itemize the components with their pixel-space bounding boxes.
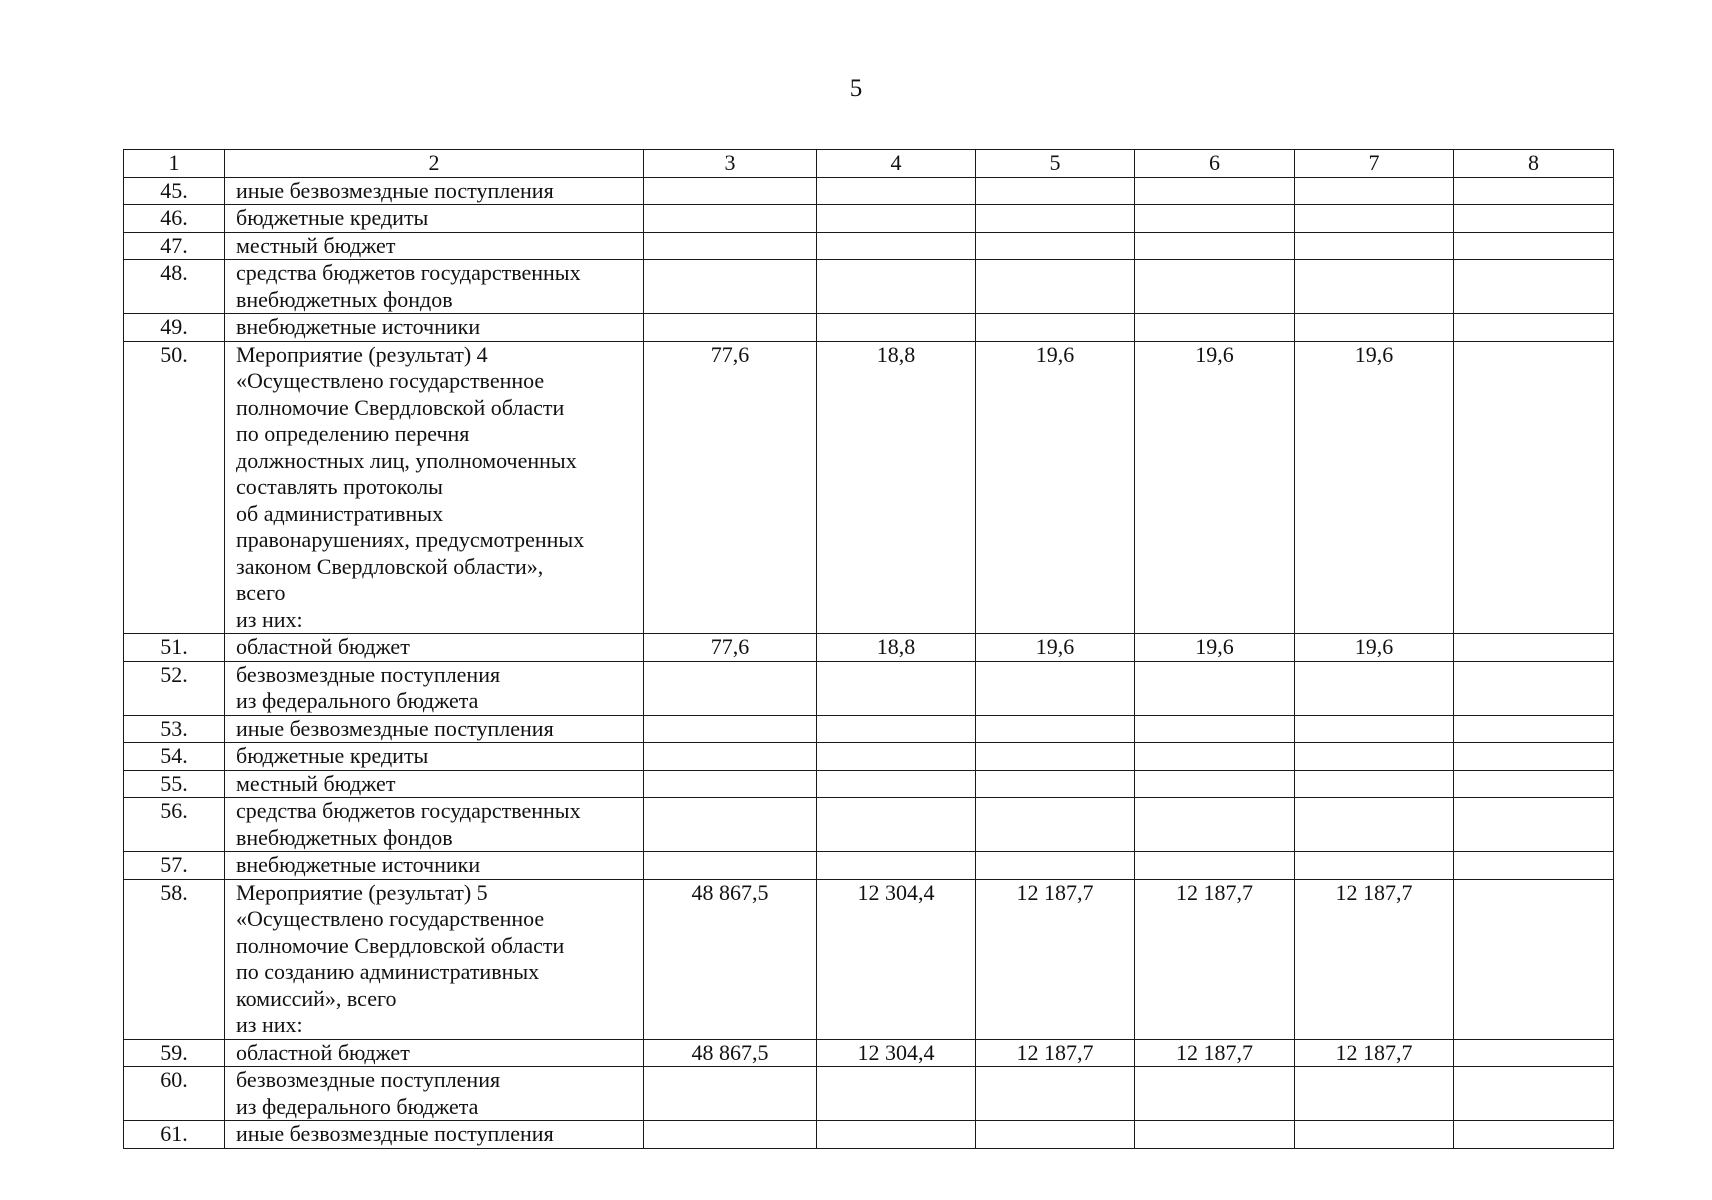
row-number: 56. [124, 798, 225, 852]
value-cell-col-3 [644, 798, 817, 852]
value-cell-col-7 [1295, 314, 1454, 342]
row-number: 45. [124, 177, 225, 205]
value-cell-col-7 [1295, 770, 1454, 798]
value-cell-col-7 [1295, 852, 1454, 880]
value-cell-col-3 [644, 177, 817, 205]
table-row [124, 743, 1614, 771]
row-number: 53. [124, 715, 225, 743]
value-cell-col-3: 77,6 [644, 341, 817, 634]
value-cell-col-7: 12 187,7 [1295, 1039, 1454, 1067]
value-cell-col-5 [976, 852, 1135, 880]
value-cell-col-8 [1454, 205, 1614, 233]
table-row [124, 634, 1614, 662]
value-cell-col-6: 12 187,7 [1135, 879, 1295, 1039]
value-cell-col-4 [817, 232, 976, 260]
value-cell-col-5: 12 187,7 [976, 879, 1135, 1039]
value-cell-col-6 [1135, 1067, 1295, 1121]
value-cell-col-5 [976, 177, 1135, 205]
row-number: 60. [124, 1067, 225, 1121]
table-row [124, 232, 1614, 260]
value-cell-col-6 [1135, 314, 1295, 342]
row-name: областной бюджет [225, 634, 644, 662]
column-header-5: 5 [976, 150, 1135, 178]
value-cell-col-4 [817, 260, 976, 314]
value-cell-col-4: 18,8 [817, 341, 976, 634]
value-cell-col-8 [1454, 177, 1614, 205]
value-cell-col-4: 12 304,4 [817, 1039, 976, 1067]
row-name: безвозмездные поступления из федерального бюджета [225, 1067, 644, 1121]
table-row [124, 1067, 1614, 1121]
row-name: местный бюджет [225, 232, 644, 260]
value-cell-col-7 [1295, 1067, 1454, 1121]
value-cell-col-3 [644, 661, 817, 715]
value-cell-col-6 [1135, 852, 1295, 880]
value-cell-col-6 [1135, 743, 1295, 771]
value-cell-col-3 [644, 715, 817, 743]
value-cell-col-5: 19,6 [976, 634, 1135, 662]
value-cell-col-3 [644, 852, 817, 880]
value-cell-col-5 [976, 260, 1135, 314]
page-number: 5 [849, 75, 863, 102]
table-row [124, 1121, 1614, 1149]
value-cell-col-5 [976, 798, 1135, 852]
column-header-7: 7 [1295, 150, 1454, 178]
value-cell-col-3 [644, 770, 817, 798]
value-cell-col-6: 19,6 [1135, 634, 1295, 662]
row-name: средства бюджетов государственных внебюджетных фондов [225, 260, 644, 314]
table-row [124, 341, 1614, 634]
row-number: 46. [124, 205, 225, 233]
value-cell-col-8 [1454, 661, 1614, 715]
value-cell-col-6 [1135, 177, 1295, 205]
value-cell-col-8 [1454, 879, 1614, 1039]
value-cell-col-6 [1135, 205, 1295, 233]
value-cell-col-8 [1454, 798, 1614, 852]
value-cell-col-4 [817, 770, 976, 798]
row-number: 48. [124, 260, 225, 314]
row-name: внебюджетные источники [225, 314, 644, 342]
table-row [124, 770, 1614, 798]
value-cell-col-7 [1295, 232, 1454, 260]
table-row [124, 879, 1614, 1039]
value-cell-col-7 [1295, 177, 1454, 205]
value-cell-col-8 [1454, 1039, 1614, 1067]
value-cell-col-5 [976, 743, 1135, 771]
value-cell-col-8 [1454, 1121, 1614, 1149]
table-row [124, 798, 1614, 852]
value-cell-col-8 [1454, 770, 1614, 798]
value-cell-col-6 [1135, 715, 1295, 743]
column-header-4: 4 [817, 150, 976, 178]
header-row [124, 150, 1614, 178]
value-cell-col-6 [1135, 1121, 1295, 1149]
value-cell-col-7: 12 187,7 [1295, 879, 1454, 1039]
row-name: иные безвозмездные поступления [225, 177, 644, 205]
value-cell-col-5 [976, 314, 1135, 342]
row-number: 50. [124, 341, 225, 634]
value-cell-col-8 [1454, 314, 1614, 342]
row-name: местный бюджет [225, 770, 644, 798]
row-number: 52. [124, 661, 225, 715]
table-row [124, 715, 1614, 743]
value-cell-col-3: 48 867,5 [644, 1039, 817, 1067]
column-header-2: 2 [225, 150, 644, 178]
table-row [124, 852, 1614, 880]
value-cell-col-4 [817, 314, 976, 342]
table-body [124, 177, 1614, 1148]
value-cell-col-6 [1135, 260, 1295, 314]
row-name: безвозмездные поступления из федерального бюджета [225, 661, 644, 715]
row-name: бюджетные кредиты [225, 743, 644, 771]
row-number: 49. [124, 314, 225, 342]
budget-table [123, 149, 1614, 1149]
value-cell-col-3 [644, 1121, 817, 1149]
value-cell-col-5 [976, 232, 1135, 260]
value-cell-col-6 [1135, 232, 1295, 260]
table-row [124, 661, 1614, 715]
value-cell-col-4 [817, 205, 976, 233]
value-cell-col-7: 19,6 [1295, 341, 1454, 634]
value-cell-col-4 [817, 661, 976, 715]
table-row [124, 314, 1614, 342]
value-cell-col-3 [644, 314, 817, 342]
value-cell-col-4 [817, 743, 976, 771]
row-number: 54. [124, 743, 225, 771]
value-cell-col-4 [817, 1067, 976, 1121]
column-header-8: 8 [1454, 150, 1614, 178]
value-cell-col-7 [1295, 661, 1454, 715]
value-cell-col-3 [644, 205, 817, 233]
row-number: 58. [124, 879, 225, 1039]
row-name: бюджетные кредиты [225, 205, 644, 233]
row-number: 55. [124, 770, 225, 798]
value-cell-col-8 [1454, 260, 1614, 314]
value-cell-col-7 [1295, 743, 1454, 771]
table-row [124, 260, 1614, 314]
row-name: областной бюджет [225, 1039, 644, 1067]
value-cell-col-8 [1454, 715, 1614, 743]
value-cell-col-8 [1454, 852, 1614, 880]
value-cell-col-3 [644, 260, 817, 314]
value-cell-col-5 [976, 1121, 1135, 1149]
value-cell-col-7: 19,6 [1295, 634, 1454, 662]
value-cell-col-4 [817, 177, 976, 205]
value-cell-col-6: 12 187,7 [1135, 1039, 1295, 1067]
column-header-6: 6 [1135, 150, 1295, 178]
value-cell-col-5 [976, 205, 1135, 233]
value-cell-col-3: 48 867,5 [644, 879, 817, 1039]
value-cell-col-4 [817, 715, 976, 743]
value-cell-col-3 [644, 1067, 817, 1121]
row-name: внебюджетные источники [225, 852, 644, 880]
value-cell-col-5 [976, 770, 1135, 798]
value-cell-col-4 [817, 798, 976, 852]
column-header-3: 3 [644, 150, 817, 178]
value-cell-col-4: 12 304,4 [817, 879, 976, 1039]
value-cell-col-5 [976, 715, 1135, 743]
value-cell-col-3 [644, 232, 817, 260]
value-cell-col-8 [1454, 232, 1614, 260]
value-cell-col-8 [1454, 341, 1614, 634]
row-number: 57. [124, 852, 225, 880]
column-header-1: 1 [124, 150, 225, 178]
row-name: средства бюджетов государственных внебюджетных фондов [225, 798, 644, 852]
row-name: иные безвозмездные поступления [225, 1121, 644, 1149]
row-name: Мероприятие (результат) 4 «Осуществлено государственное полномочие Свердловской области по определению перечня должностных лиц, уполномоченных составлять протоколы об административных правонарушениях, предусмотренных законом Свердловской области», всего из них: [225, 341, 644, 634]
value-cell-col-7 [1295, 715, 1454, 743]
table-header [124, 150, 1614, 178]
value-cell-col-7 [1295, 205, 1454, 233]
table-row [124, 177, 1614, 205]
value-cell-col-6 [1135, 798, 1295, 852]
value-cell-col-3: 77,6 [644, 634, 817, 662]
value-cell-col-8 [1454, 743, 1614, 771]
row-name: Мероприятие (результат) 5 «Осуществлено государственное полномочие Свердловской области по созданию административных комиссий», всего из них: [225, 879, 644, 1039]
value-cell-col-5 [976, 1067, 1135, 1121]
table-row [124, 205, 1614, 233]
value-cell-col-7 [1295, 798, 1454, 852]
value-cell-col-4: 18,8 [817, 634, 976, 662]
value-cell-col-4 [817, 852, 976, 880]
row-name: иные безвозмездные поступления [225, 715, 644, 743]
table-row [124, 1039, 1614, 1067]
value-cell-col-8 [1454, 1067, 1614, 1121]
value-cell-col-7 [1295, 260, 1454, 314]
row-number: 59. [124, 1039, 225, 1067]
row-number: 61. [124, 1121, 225, 1149]
row-number: 47. [124, 232, 225, 260]
value-cell-col-7 [1295, 1121, 1454, 1149]
value-cell-col-4 [817, 1121, 976, 1149]
value-cell-col-6: 19,6 [1135, 341, 1295, 634]
value-cell-col-5: 12 187,7 [976, 1039, 1135, 1067]
value-cell-col-6 [1135, 770, 1295, 798]
value-cell-col-8 [1454, 634, 1614, 662]
row-number: 51. [124, 634, 225, 662]
value-cell-col-5: 19,6 [976, 341, 1135, 634]
value-cell-col-6 [1135, 661, 1295, 715]
value-cell-col-5 [976, 661, 1135, 715]
value-cell-col-3 [644, 743, 817, 771]
